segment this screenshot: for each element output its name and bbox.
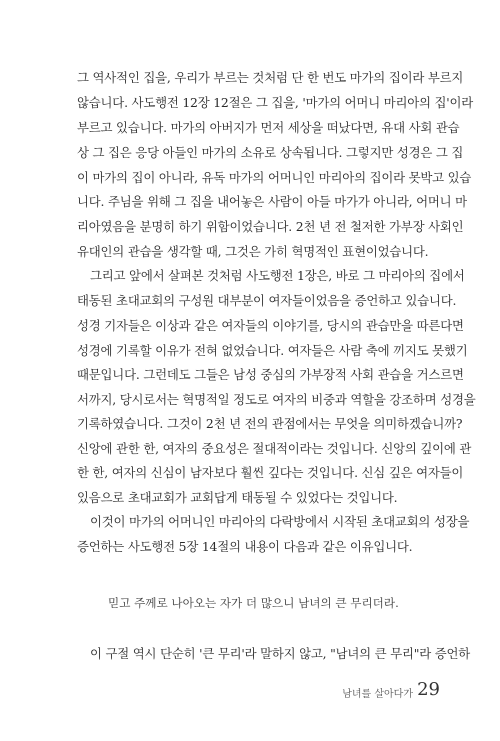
body-line: 한 한, 여자의 신심이 남자보다 훨씬 깊다는 것입니다. 신심 깊은 여자들이 — [77, 465, 464, 480]
page-number: 29 — [417, 679, 440, 700]
running-footer-title: 남녀를 살아다가 — [342, 689, 413, 700]
body-line: 않습니다. 사도행전 12장 12절은 그 집을, '마가의 어머니 마리아의 집'이라 — [77, 95, 474, 110]
scripture-quote: 믿고 주께로 나아오는 자가 더 많으니 남녀의 큰 무리더라. — [108, 596, 399, 610]
paragraph-start-line: 그리고 앞에서 살펴본 것처럼 사도행전 1장은, 바로 그 마리아의 집에서 — [90, 268, 465, 283]
body-line: 신앙에 관한 한, 여자의 중요성은 절대적이라는 것입니다. 신앙의 깊이에 관 — [77, 441, 472, 456]
body-line: 니다. 주님을 위해 그 집을 내어놓은 사람이 아들 마가가 아니라, 어머니 마 — [77, 194, 467, 209]
body-line: 태동된 초대교회의 구성원 대부분이 여자들이었음을 증언하고 있습니다. — [77, 293, 457, 308]
body-line: 성경에 기록할 이유가 전혀 없었습니다. 여자들은 사람 축에 끼지도 못했기 — [77, 343, 468, 358]
body-line: 부르고 있습니다. 마가의 아버지가 먼저 세상을 떠났다면, 유대 사회 관습 — [77, 120, 460, 135]
body-line: 때문입니다. 그런데도 그들은 남성 중심의 가부장적 사회 관습을 거스르면 — [77, 367, 464, 382]
body-line: 성경 기자들은 이상과 같은 여자들의 이야기를, 당시의 관습만을 따른다면 — [77, 318, 464, 333]
body-line: 있음으로 초대교회가 교회답게 태동될 수 있었다는 것입니다. — [77, 490, 398, 505]
paragraph-start-line: 이것이 마가의 어머니인 마리아의 다락방에서 시작된 초대교회의 성장을 — [90, 514, 470, 529]
closing-line: 이 구절 역시 단순히 '큰 무리'라 말하지 않고, "남녀의 큰 무리"라 증언하 — [90, 646, 471, 661]
body-line: 기록하였습니다. 그것이 2천 년 전의 관점에서는 무엇을 의미하겠습니까? — [77, 416, 463, 431]
body-line: 리아였음을 분명히 하기 위함이었습니다. 2천 년 전 철저한 가부장 사회인 — [77, 219, 464, 234]
body-line: 증언하는 사도행전 5장 14절의 내용이 다음과 같은 이유입니다. — [77, 539, 413, 554]
body-line: 상 그 집은 응당 아들인 마가의 소유로 상속됩니다. 그렇지만 성경은 그 집 — [77, 145, 464, 160]
body-line: 그 역사적인 집을, 우리가 부르는 것처럼 단 한 번도 마가의 집이라 부르지 — [77, 70, 464, 85]
body-line: 서까지, 당시로서는 혁명적일 정도로 여자의 비중과 역할을 강조하며 성경을 — [77, 392, 476, 407]
body-line: 유대인의 관습을 생각할 때, 그것은 가히 혁명적인 표현이었습니다. — [77, 244, 429, 259]
body-line: 이 마가의 집이 아니라, 유독 마가의 어머니인 마리아의 집이라 못박고 있습 — [77, 170, 472, 185]
